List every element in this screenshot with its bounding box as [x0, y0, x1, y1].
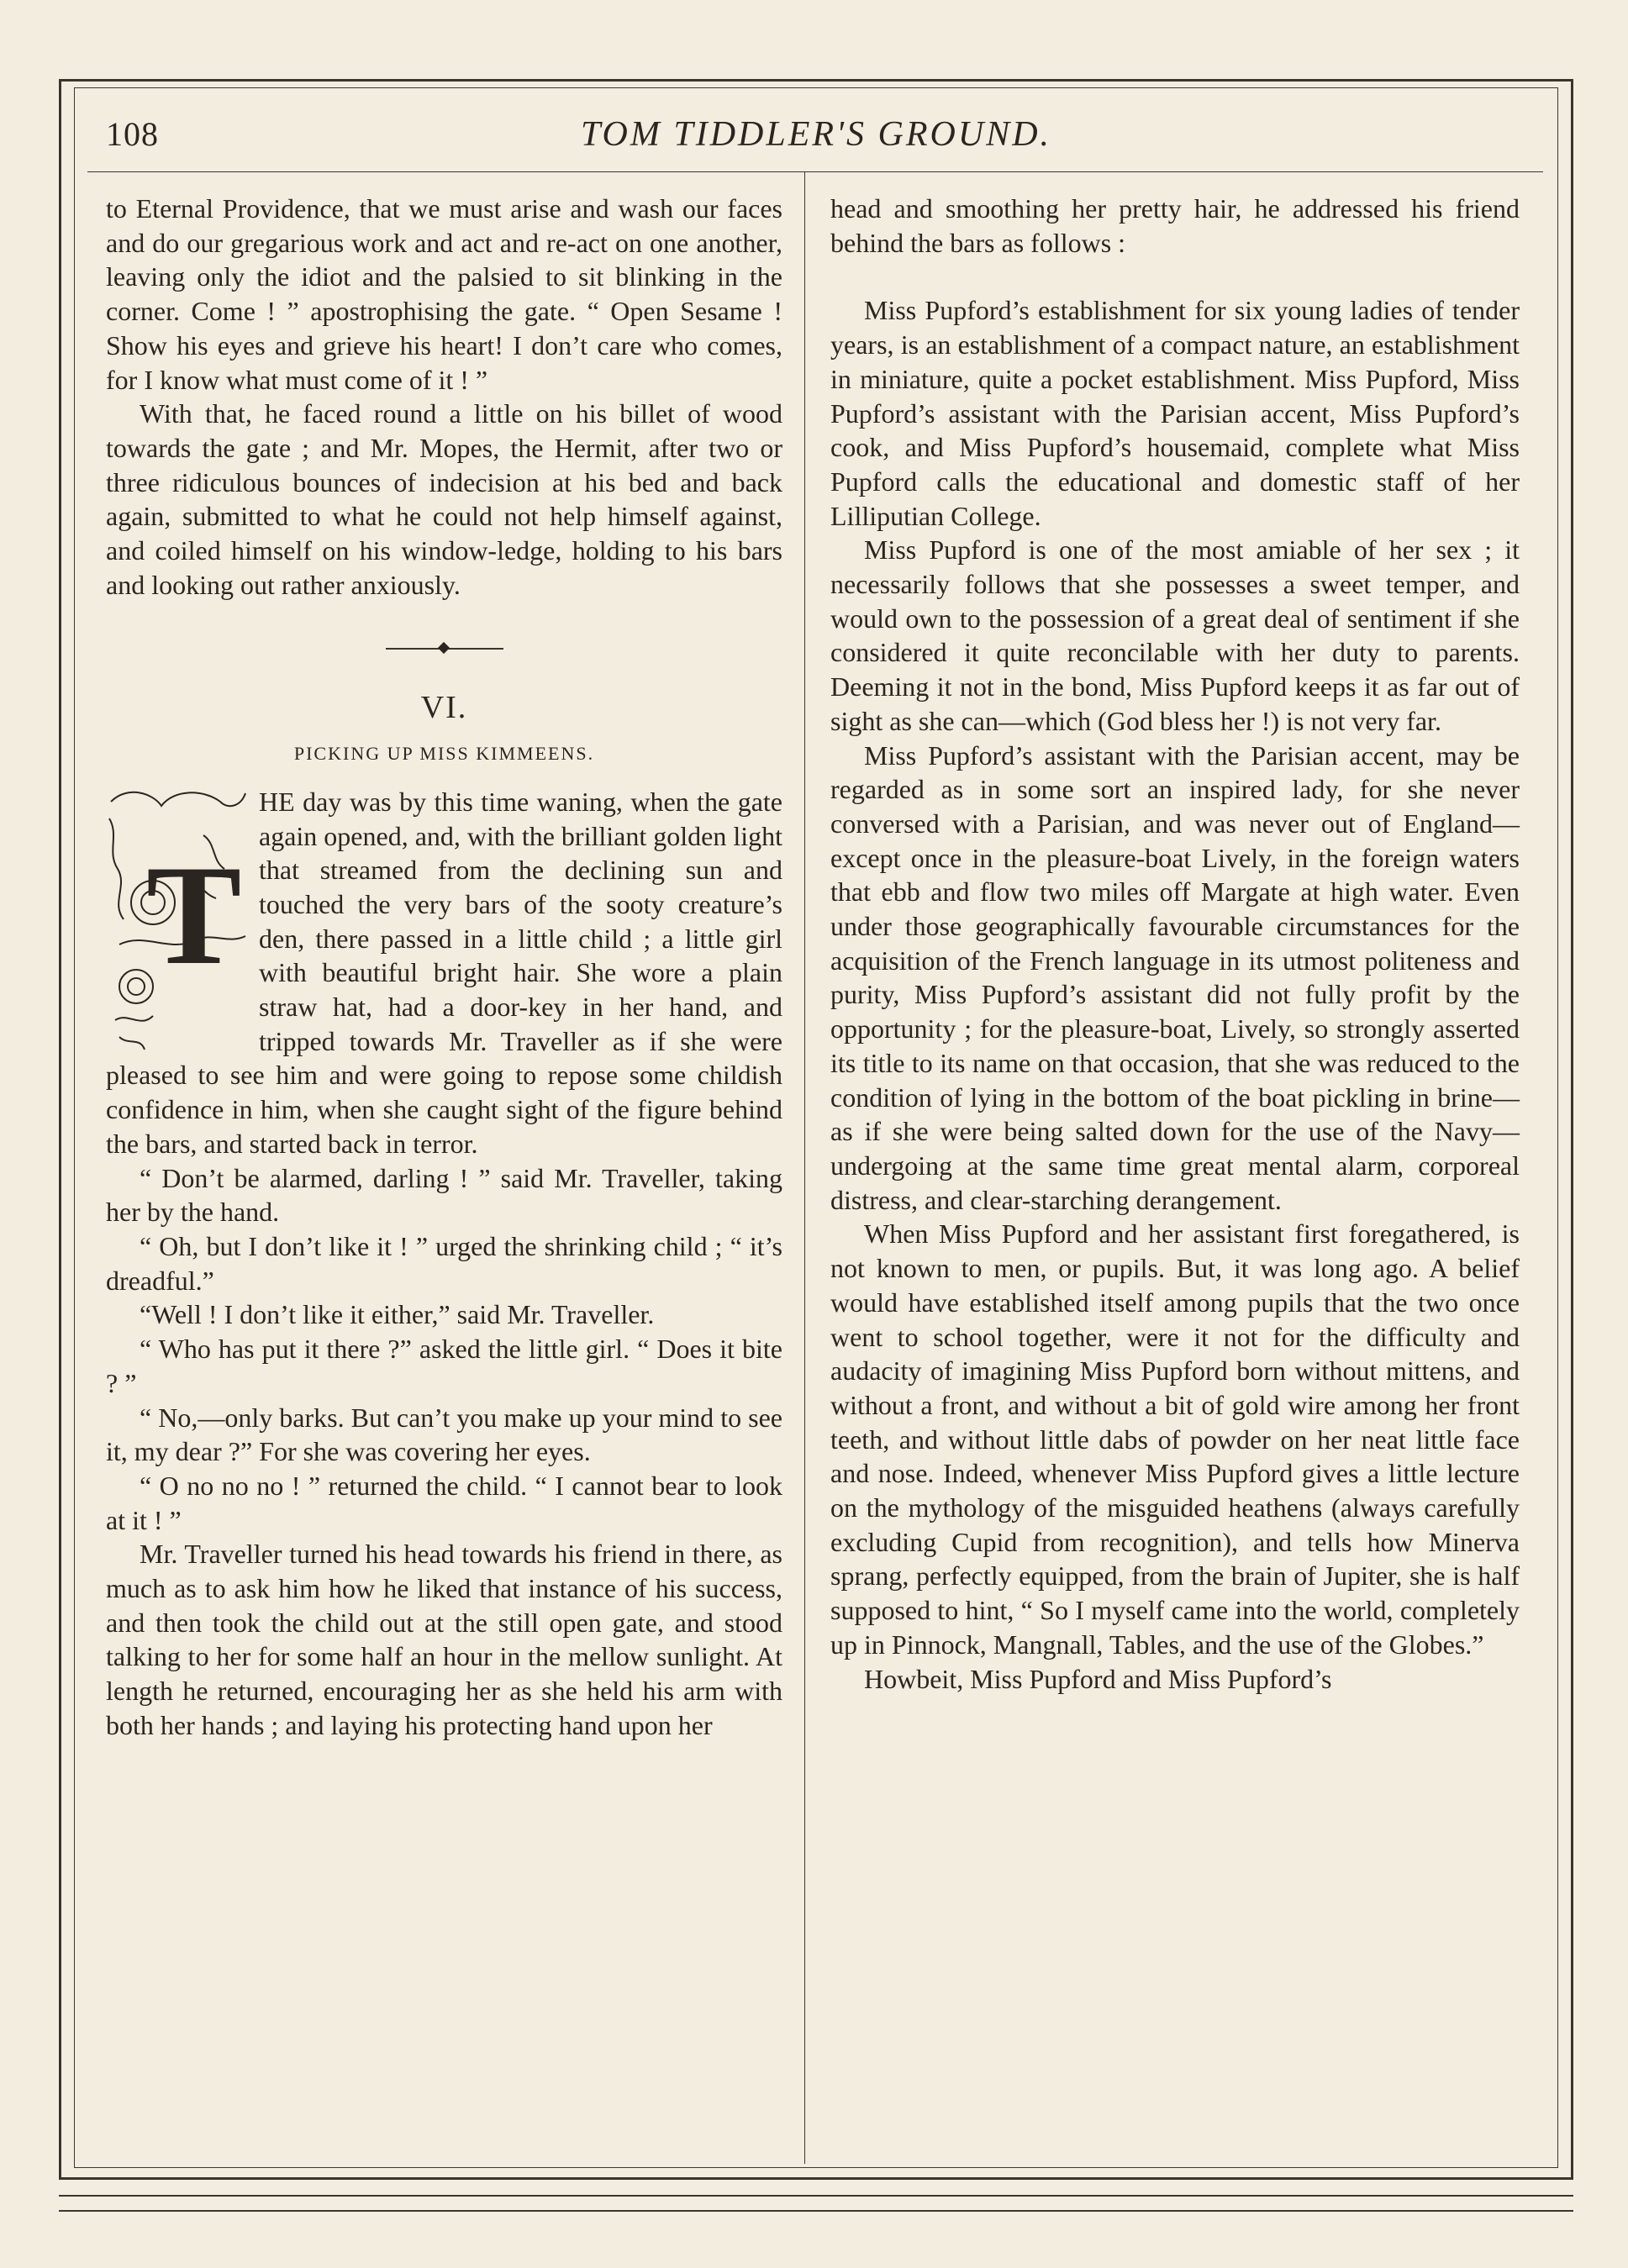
paragraph: With that, he faced round a little on his billet of wood towards the gate ; and Mr. Mopes, the Hermit, after two or three ridiculous bounces of indecision at his bed and back again, submitted to what he could not help himself against, and coiled himself on his window-ledge, holding to his bars and looking out rather anxiously.	[106, 398, 782, 600]
bottom-rule	[59, 2195, 1573, 2197]
paragraph: “ O no no no ! ” returned the child. “ I cannot bear to look at it ! ”	[106, 1470, 782, 1535]
paragraph: “ Who has put it there ?” asked the little girl. “ Does it bite ? ”	[106, 1334, 782, 1398]
paragraph: to Eternal Providence, that we must arise and wash our faces and do our gregarious work and act and re-act on one another, leaving only the idiot and the palsied to sit blinking in the corner. Come ! ” apostrophising the gate. “ Open Sesame ! Show his eyes and grieve his heart! I don’t care who comes, for I know what must come of it ! ”	[106, 193, 782, 395]
decorative-dropcap	[103, 785, 252, 1055]
section-ornament	[386, 645, 503, 652]
paragraph: Mr. Traveller turned his head towards his friend in there, as much as to ask him how he liked that instance of his success, and then took the child out at the still open gate, and stood talking to her for some half an hour in the mellow sunlight. At length he returned, encouraging her as she held his arm with both her hands ; and laying his protecting hand upon her	[106, 1539, 782, 1740]
page-header	[106, 114, 1526, 165]
right-column	[830, 192, 1520, 1696]
paragraph: “ Don’t be alarmed, darling ! ” said Mr. Traveller, taking her by the hand.	[106, 1162, 782, 1228]
paragraph: Miss Pupford’s assistant with the Parisian accent, may be regarded as in some sort an inspired lady, for she never conversed with a Parisian, and was never out of England—except once in the pleasure-boat Lively, in the foreign waters that ebb and flow two miles off Margate at high water. Even under those geographically favourable circumstances for the acquisition of the French language in its utmost politeness and purity, Miss Pupford’s assistant did not fully profit by the opportunity ; for the pleasure-boat, Lively, so strongly asserted its title to its name on that occasion, that she was reduced to the condition of lying in the bottom of the boat pickling in brine—as if she were being salted down for the use of the Navy—undergoing at the same time great mental alarm, corporeal distress, and clear-starching derangement.	[830, 739, 1520, 1215]
chapter-number: VI.	[420, 690, 468, 726]
paragraph: “ Oh, but I don’t like it ! ” urged the shrinking child ; “ it’s dreadful.”	[106, 1230, 782, 1296]
paragraph: HE day was by this time waning, when the gate again opened, and, with the brilliant golden light that streamed from the declining sun and touched the very bars of the sooty creature’s den, there passed in a little child ; a little girl with beautiful bright hair. She wore a plain straw hat, had a door-key in her hand, and tripped towards Mr. Traveller as if she were pleased to see him and were going to repose some childish confidence in him, when she caught sight of the figure behind the bars, and started back in terror.	[106, 786, 782, 1159]
dropcap-letter: T	[146, 835, 242, 994]
paragraph: head and smoothing her pretty hair, he addressed his friend behind the bars as follows :	[830, 193, 1520, 258]
header-rule	[87, 171, 1543, 172]
paragraph: Howbeit, Miss Pupford and Miss Pupford’s	[864, 1663, 1332, 1694]
paragraph: Miss Pupford’s establishment for six young ladies of tender years, is an establishment of a compact nature, an establishment in miniature, quite a pocket establishment. Miss Pupford, Miss Pupford’s assistant with the Parisian accent, Miss Pupford’s cook, and Miss Pupford’s housemaid, complete what Miss Pupford calls the educational and domestic staff of her Lilliputian College.	[830, 295, 1520, 531]
page-number: 108	[106, 115, 159, 153]
running-title: TOM TIDDLER'S GROUND.	[580, 115, 1052, 154]
column-divider	[804, 172, 805, 2164]
chapter-title: PICKING UP MISS KIMMEENS.	[293, 743, 595, 765]
paragraph: “ No,—only barks. But can’t you make up your mind to see it, my dear ?” For she was covering her eyes.	[106, 1402, 782, 1467]
left-column	[106, 192, 782, 1743]
paragraph: When Miss Pupford and her assistant first foregathered, is not known to men, or pupils. But, it was long ago. A belief would have established itself among pupils that the two once went to school together, were it not for the difficulty and audacity of imagining Miss Pupford born without mittens, and without a front, and without a bit of gold wire among her front teeth, and without little dabs of powder on her neat little face and nose. Indeed, whenever Miss Pupford gives a little lecture on the mythology of the misguided heathens (always carefully excluding Cupid from recognition), and tells how Minerva sprang, perfectly equipped, from the brain of Jupiter, she is half supposed to hint, “ So I myself came into the world, completely up in Pinnock, Mangnall, Tables, and the use of the Globes.”	[830, 1218, 1520, 1660]
bottom-rule-lower	[59, 2210, 1573, 2212]
paragraph: Miss Pupford is one of the most amiable of her sex ; it necessarily follows that she possesses a sweet temper, and would own to the possession of a great deal of sentiment if she considered it quite reconcilable with her duty to parents. Deeming it not in the bond, Miss Pupford keeps it as far out of sight as she can—which (God bless her !) is not very far.	[830, 534, 1520, 736]
paragraph: “Well ! I don’t like it either,” said Mr. Traveller.	[140, 1299, 655, 1330]
